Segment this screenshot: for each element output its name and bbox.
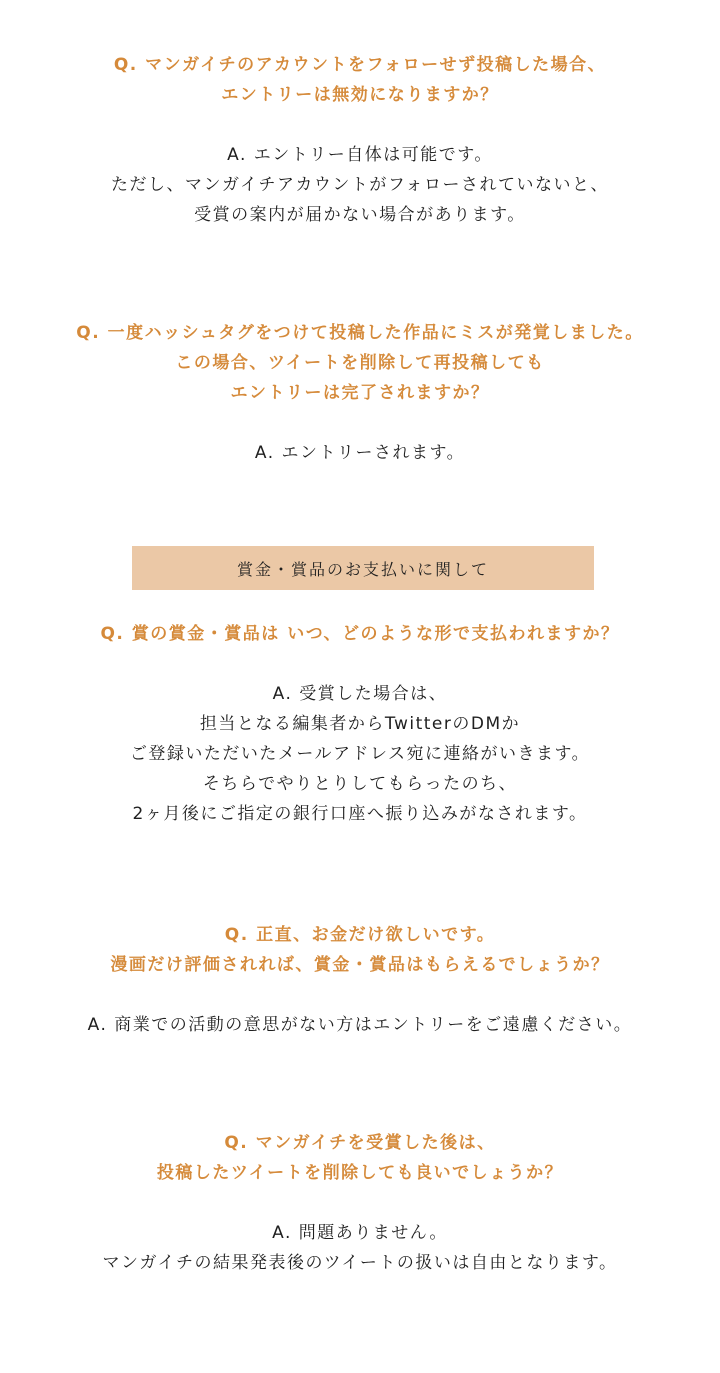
answer-line: A. エントリーされます。 <box>254 443 466 463</box>
answer-line: 2ヶ月後にご指定の銀行口座へ振り込みがなされます。 <box>132 804 588 824</box>
answer <box>0 140 720 230</box>
faq-item-delete-tweet <box>0 1128 720 1278</box>
question <box>0 1128 720 1188</box>
question-line: 投稿したツイートを削除しても良いでしょうか？ <box>156 1163 564 1183</box>
answer-line: ご登録いただいたメールアドレス宛に連絡がいきます。 <box>129 744 591 764</box>
answer-line: 受賞の案内が届かない場合があります。 <box>194 205 526 225</box>
answer <box>0 679 720 829</box>
answer <box>0 1218 720 1278</box>
question-line: Q. 一度ハッシュタグをつけて投稿した作品にミスが発覚しました。 <box>76 323 644 343</box>
answer-line: A. 問題ありません。 <box>272 1223 448 1243</box>
answer-line: A. エントリー自体は可能です。 <box>227 145 493 165</box>
faq-item-entry-follow <box>0 50 720 230</box>
answer <box>0 1010 720 1040</box>
question-line: 漫画だけ評価されれば、賞金・賞品はもらえるでしょうか？ <box>110 955 610 975</box>
faq-item-repost <box>0 318 720 468</box>
question-line: この場合、ツイートを削除して再投稿しても <box>175 353 545 373</box>
answer-line: 担当となる編集者からTwitterのDMか <box>199 714 521 734</box>
question-line: エントリーは完了されますか？ <box>230 383 490 403</box>
answer-line: A. 受賞した場合は、 <box>272 684 448 704</box>
answer-line: ただし、マンガイチアカウントがフォローされていないと、 <box>111 175 609 195</box>
question <box>0 920 720 980</box>
question-line: Q. 正直、お金だけ欲しいです。 <box>224 925 496 945</box>
section-title: 賞金・賞品のお支払いに関して <box>236 559 489 579</box>
answer-line: そちらでやりとりしてもらったのち、 <box>202 774 518 794</box>
answer-line: A. 商業での活動の意思がない方はエントリーをご遠慮ください。 <box>87 1015 633 1035</box>
answer-line: マンガイチの結果発表後のツイートの扱いは自由となります。 <box>102 1253 618 1273</box>
faq-item-payment-method <box>0 619 720 829</box>
section-heading-payment <box>132 546 594 590</box>
question-line: Q. マンガイチのアカウントをフォローせず投稿した場合、 <box>113 55 607 75</box>
question <box>0 318 720 408</box>
faq-item-money-only <box>0 920 720 1040</box>
answer <box>0 438 720 468</box>
question-line: Q. 賞の賞金・賞品は いつ、どのような形で支払われますか？ <box>100 624 620 644</box>
question-line: エントリーは無効になりますか？ <box>221 85 499 105</box>
question <box>0 50 720 110</box>
question-line: Q. マンガイチを受賞した後は、 <box>224 1133 496 1153</box>
question <box>0 619 720 649</box>
